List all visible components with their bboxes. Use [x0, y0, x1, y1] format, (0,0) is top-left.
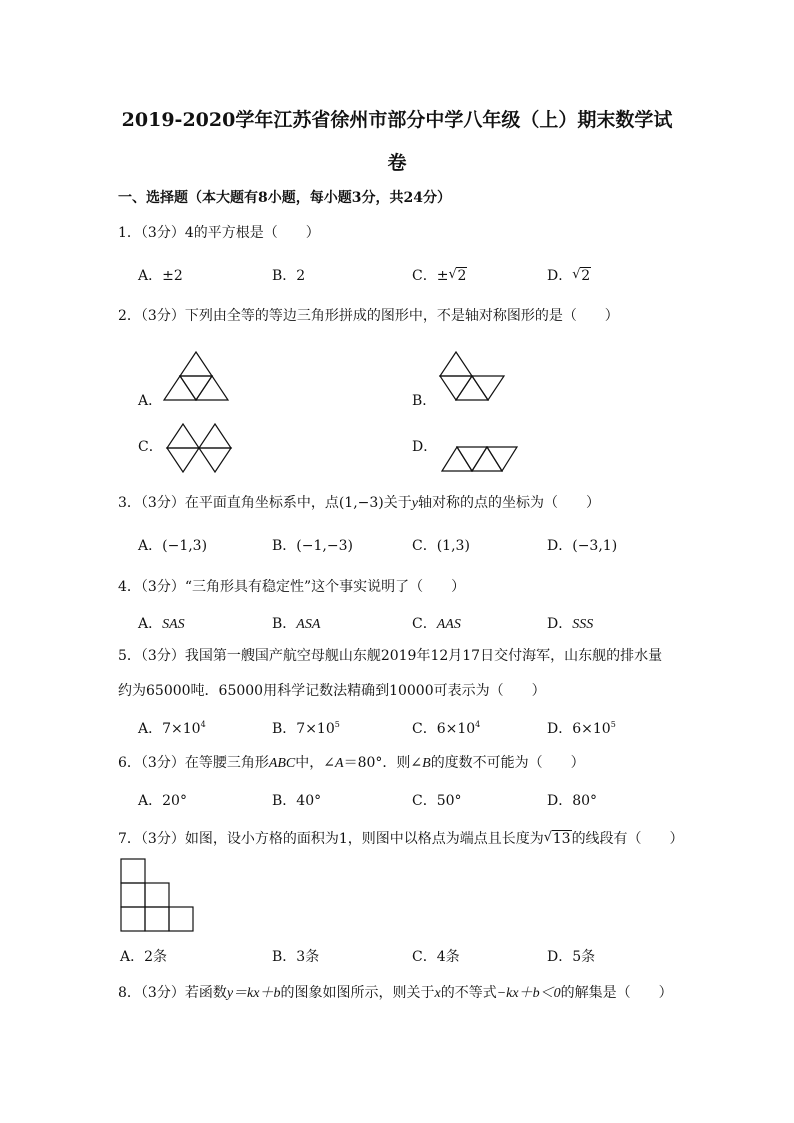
stem-text: 的线段有（ ） [571, 831, 684, 847]
triangle-down [180, 376, 212, 400]
q1-option-b [272, 265, 305, 285]
stem-text: 轴对称的点的坐标为（ ） [417, 495, 600, 511]
q5-option-a [138, 718, 206, 738]
function-expression: y＝kx＋b [226, 986, 281, 1001]
q7-option-d [547, 946, 595, 966]
option-label: A． [138, 721, 163, 737]
q7-option-b [272, 946, 319, 966]
q6-option-d [547, 790, 597, 810]
option-text: 2 [296, 268, 306, 284]
triangle-down [487, 447, 517, 471]
option-label: A． [120, 949, 145, 965]
q2-figure-c [165, 422, 231, 474]
option-text: ±2 [162, 268, 183, 284]
option-label: C． [412, 793, 437, 809]
q4-option-b [272, 613, 320, 633]
stem-text: 6．（3分）在等腰三角形 [118, 755, 269, 771]
q6-option-c [412, 790, 462, 810]
q2-figure-b [438, 350, 504, 402]
option-prefix: ± [436, 268, 449, 284]
q2-option-b-label: B． [412, 393, 437, 409]
q6-option-b [272, 790, 321, 810]
option-label: B． [272, 538, 297, 554]
option-text: SSS [572, 617, 594, 632]
stem-text: ＝80°．则∠ [343, 755, 423, 771]
triangle-up [180, 352, 212, 376]
option-text: ASA [296, 617, 321, 632]
q3-option-c [412, 535, 470, 555]
triangle-up [456, 376, 488, 400]
triangle-down [167, 448, 199, 472]
question-5-stem-line-2: 约为65000吨．65000用科学记数法精确到10000可表示为（ ） [118, 683, 546, 699]
option-label: B． [272, 793, 297, 809]
triangle-up [442, 447, 472, 471]
option-text: 50° [436, 793, 462, 809]
option-label: A． [138, 793, 163, 809]
triangle-up [472, 447, 502, 471]
option-text: 2条 [144, 949, 168, 965]
stem-text: 的不等式 [440, 985, 497, 1001]
option-label: D． [547, 268, 573, 284]
triangle-up [164, 376, 196, 400]
q2-option-c-label: C． [138, 439, 163, 455]
q3-option-d [547, 535, 617, 555]
option-text: 4条 [436, 949, 460, 965]
option-label: C． [412, 721, 437, 737]
inequality-expression: −kx＋b＜0 [496, 986, 561, 1001]
question-1-stem: 1．（3分）4的平方根是（ ） [118, 225, 320, 241]
stem-text: 的图象如图所示，则关于 [280, 985, 435, 1001]
q4-option-c [412, 613, 461, 633]
angle-variable: A [335, 756, 344, 771]
q3-option-b [272, 535, 353, 555]
triangle-down [457, 447, 487, 471]
q5-option-c [412, 718, 480, 738]
option-exponent: 5 [610, 720, 616, 729]
q1-option-c [412, 265, 467, 285]
q2-figure-d [440, 445, 520, 473]
option-text: (−3,1) [572, 538, 618, 554]
option-text: (1,3) [436, 538, 470, 554]
variable: x [434, 986, 441, 1001]
q4-option-a [138, 613, 185, 633]
question-3-stem [118, 492, 600, 512]
stem-text: 8．（3分）若函数 [118, 985, 227, 1001]
option-base: 7×10 [162, 721, 201, 737]
stem-text: 关于 [383, 495, 412, 511]
option-label: C． [412, 949, 437, 965]
option-label: B． [272, 721, 297, 737]
q7-option-c [412, 946, 460, 966]
triangle-down [440, 376, 472, 400]
grid-square [145, 907, 169, 931]
q2-option-a-label: A． [138, 393, 163, 409]
question-6-stem [118, 752, 585, 772]
option-base: 6×10 [572, 721, 611, 737]
option-exponent: 4 [475, 720, 481, 729]
page-title-continued: 卷 [387, 152, 407, 174]
triangle-up [167, 424, 199, 448]
triangle-up [199, 424, 231, 448]
option-exponent: 5 [334, 720, 340, 729]
option-label: B． [272, 268, 297, 284]
option-label: D． [547, 616, 573, 632]
option-label: D． [547, 949, 573, 965]
stem-text: 3．（3分）在平面直角坐标系中，点 [118, 495, 339, 511]
radicand: 13 [552, 831, 571, 847]
grid-square [121, 883, 145, 907]
triangle-name: ABC [268, 756, 296, 771]
option-base: 7×10 [296, 721, 335, 737]
q2-figure-a [160, 350, 230, 402]
option-label: B． [272, 616, 297, 632]
q7-option-a [120, 946, 167, 966]
option-label: C． [412, 268, 437, 284]
option-text: 3条 [296, 949, 320, 965]
question-7-stem [118, 828, 684, 848]
q4-option-d [547, 613, 593, 633]
question-2-stem: 2．（3分）下列由全等的等边三角形拼成的图形中，不是轴对称图形的是（ ） [118, 308, 619, 324]
q3-option-a [138, 535, 207, 555]
option-base: 6×10 [436, 721, 476, 737]
option-text: 20° [162, 793, 187, 809]
option-label: D． [547, 721, 573, 737]
option-label: C． [412, 538, 437, 554]
option-text: (−1,3) [162, 538, 208, 554]
option-text: AAS [436, 617, 461, 632]
option-label: A． [138, 538, 163, 554]
q1-option-a [138, 265, 183, 285]
page-title: 2019-2020学年江苏省徐州市部分中学八年级（上）期末数学试 [121, 109, 673, 131]
option-exponent: 4 [200, 720, 206, 729]
option-text: SAS [162, 617, 185, 632]
q7-grid-figure [120, 858, 194, 932]
stem-text: 的解集是（ ） [560, 985, 673, 1001]
question-5-stem-line-1: 5．（3分）我国第一艘国产航空母舰山东舰2019年12月17日交付海军，山东舰的排水量 [118, 648, 663, 664]
option-text: 40° [296, 793, 322, 809]
sqrt-symbol [448, 268, 467, 284]
q1-option-d [547, 265, 591, 285]
option-label: D． [547, 538, 573, 554]
stem-text: 7．（3分）如图，设小方格的面积为1，则图中以格点为端点且长度为 [118, 831, 544, 847]
radicand: 2 [457, 268, 467, 284]
stem-text: 中，∠ [295, 755, 336, 771]
triangle-up [440, 352, 472, 376]
grid-square [121, 859, 145, 883]
option-text: 5条 [572, 949, 596, 965]
q2-option-d-label: D． [412, 439, 438, 455]
option-label: C． [412, 616, 437, 632]
radicand: 2 [581, 268, 591, 284]
triangle-up [196, 376, 228, 400]
q6-option-a [138, 790, 187, 810]
grid-square [121, 907, 145, 931]
question-8-stem [118, 982, 673, 1002]
q5-option-d [547, 718, 616, 738]
stem-text: 的度数不可能为（ ） [430, 755, 585, 771]
option-label: B． [272, 949, 297, 965]
point-coordinates: (1,−3) [338, 495, 384, 511]
question-4-stem: 4．（3分）“三角形具有稳定性”这个事实说明了（ ） [118, 579, 466, 595]
angle-variable: B [422, 756, 431, 771]
q5-option-b [272, 718, 340, 738]
section-heading: 一、选择题（本大题有8小题，每小题3分，共24分） [118, 190, 451, 206]
sqrt-symbol [544, 831, 572, 847]
option-text: 80° [572, 793, 598, 809]
triangle-down [472, 376, 504, 400]
triangle-down [199, 448, 231, 472]
grid-square [145, 883, 169, 907]
option-label: A． [138, 268, 163, 284]
option-text: (−1,−3) [296, 538, 353, 554]
sqrt-symbol [572, 268, 591, 284]
grid-square [169, 907, 193, 931]
option-label: A． [138, 616, 163, 632]
axis-variable: y [411, 496, 418, 511]
option-label: D． [547, 793, 573, 809]
